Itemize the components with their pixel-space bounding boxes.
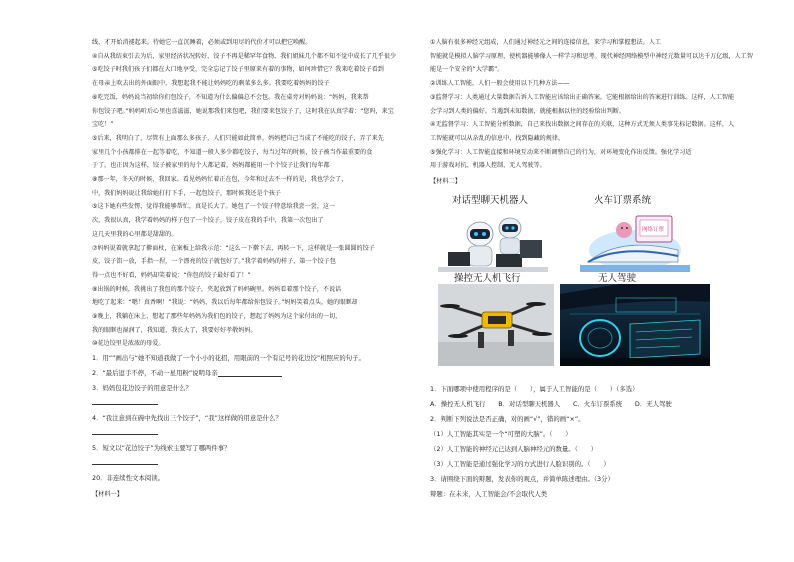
robot-caption: 对话型聊天机器人 bbox=[452, 195, 529, 207]
train-illustration bbox=[580, 210, 690, 272]
debate-topic: 辩题：在未来，人工智能会/不会取代人类 bbox=[430, 490, 548, 499]
story-paragraph: ⑨晚上，我躺在床上，想起了那些年妈妈为我们包的饺子，想起了妈妈为这个家付出的一切， bbox=[92, 313, 342, 321]
answer-line[interactable] bbox=[92, 456, 158, 465]
ai-question-1-options: A．操控无人机飞行 B．对话型聊天机器人 C．火车订票系统 D．无人驾驶 bbox=[430, 400, 672, 409]
ai-question-2-item-1: （1）人工智能其实是一个“可塑的大脑”。（ ） bbox=[430, 430, 572, 439]
train-screen-text: 网络订票 bbox=[642, 227, 665, 234]
train-ticket-image bbox=[580, 210, 690, 272]
drone-image bbox=[438, 284, 554, 366]
car-caption: 无人驾驶 bbox=[598, 273, 637, 285]
story-paragraph: ⑥吃完饭，妈妈说当初给你们包饺子，不知道为什么偏偏总不会包。我在桌旁对妈妈说：“妈妈，我来帮 bbox=[92, 93, 369, 101]
ai-paragraph: 工智能就可以从杂乱的信息中，找到隐藏的规律。 bbox=[430, 134, 565, 142]
story-paragraph: 于了。也正因为这样，饺子被家里的每个人都记着，妈妈都能用一个个饺子让我们每年都 bbox=[92, 162, 330, 170]
ai-text bbox=[430, 36, 753, 173]
story-paragraph: 次，我很认真，我学着妈妈的样子包了一个饺子，饺子皮在我的手中，我第一次包出了 bbox=[92, 217, 324, 225]
left-column bbox=[92, 36, 410, 503]
story-paragraph: ⑧那一年，冬天的时候，我回家。看见妈妈忙着正在包，今年和过去不一样的是，我也学会了， bbox=[92, 176, 348, 184]
question-2 bbox=[92, 366, 410, 381]
robot-illustration bbox=[438, 210, 548, 272]
story-paragraph: 宝吃！” bbox=[92, 121, 114, 129]
right-column bbox=[430, 36, 753, 502]
question-3: 3．妈妈包花边饺子的用意是什么？ bbox=[92, 384, 192, 393]
ai-question-1: 1．下面哪项中使用程序的是（ ），属于人工智能的是（ ）（多选） bbox=[430, 385, 639, 394]
question-5: 5．短文以“花边饺子”为线索主要写了哪两件事？ bbox=[92, 444, 231, 453]
chatbot-robot-image bbox=[438, 210, 548, 272]
material-1-label: 【材料一】 bbox=[92, 491, 123, 499]
story-paragraph: 家里几个小孩都排在一起等着吃，不知道一般人多少都吃饺子，每当过年的时候，饺子被当作最重要的食 bbox=[92, 148, 373, 156]
story-paragraph: 得一点也不好看，妈妈却笑着说：“你包的饺子最好看了！” bbox=[92, 271, 251, 279]
right-questions bbox=[430, 382, 712, 502]
question-2-text: 2．“最后逗手不停，不动一星用粉”说明母亲 bbox=[92, 369, 218, 378]
story-paragraph: ⑦妈妈说着就拿起了擀面杖，在案板上给我示范：“这么一下擀下去，再转一下，这样就是一张圆圆的饺子 bbox=[92, 244, 375, 252]
story-paragraph: 我的眼眶也湿润了，我知道，我长大了，我要好好孝敬妈妈。 bbox=[92, 326, 257, 334]
story-paragraph: 在母亲上吹去出的外面眼中，我想起我不能让妈妈吃的剩菜多么多。我要吃着妈妈的饺子 bbox=[92, 80, 330, 88]
ai-paragraph: 智能就是模拟人脑学习原理，使机器能够像人一样学习和思考。现代神经网络模型中神经元数量可以达千万亿级，人工智 bbox=[430, 52, 753, 60]
train-caption: 火车订票系统 bbox=[594, 195, 652, 207]
ai-paragraph: ⑤强化学习：人工智能直接和环境互动来不断调整自己的行为，对环境变化作出反馈。强化学习适 bbox=[430, 148, 692, 156]
story-paragraph: 皮，饺子馅一放，手指一捏，一个漂亮的饺子就包好了。”我学着妈妈的样子，第一个饺子包 bbox=[92, 258, 336, 266]
story-paragraph: 这几天里我的心里都是甜甜的。 bbox=[92, 230, 178, 238]
ai-question-3: 3．请围绕下面的辩题，发表你的观点，并简单陈述理由。（3分） bbox=[430, 475, 614, 484]
ai-question-2-item-2: （2）人工智能的神经元已达到人脑神经元的数量。（ ） bbox=[430, 445, 598, 454]
question-20: 20．非连续性文本阅读。 bbox=[92, 474, 165, 483]
material-2-images bbox=[430, 192, 712, 382]
story-paragraph: ⑤后来，我明白了，尽管有上面那么多孩子，人们只能如此简单，妈妈把自己当成了不能吃的饺子，弄了来先 bbox=[92, 134, 384, 142]
story-paragraph: ⑤这下她有些发愣，觉得我能够帮忙，真是长大了。她包了一个饺子特意给我尝一尝，这一 bbox=[92, 203, 336, 211]
answer-line[interactable] bbox=[92, 426, 158, 435]
ai-question-2-item-3: （3）人工智能是通过强化学习的方式进行人脸识别的。（ ） bbox=[430, 460, 610, 469]
ai-paragraph: ②训练人工智能，人们一般会使用以下几种方法—— bbox=[430, 80, 570, 88]
material-2-label: 【材料二】 bbox=[430, 178, 461, 186]
story-paragraph: ④自从我结束引去为后，家里经济状况转好，饺子不再是稀罕年食物，我们姐妹几个都不知不觉中成长了几乎很少 bbox=[92, 52, 397, 60]
ai-paragraph: ①人脑有很多神经元组成，人们通过神经元之间的连接信息，来学习和掌握想法。人工 bbox=[430, 39, 661, 46]
car-dashboard-illustration bbox=[560, 284, 710, 366]
story-paragraph: 地吃了起来：“嗯！真香啊！”我说：“妈妈，我以后每年都给你包饺子。”妈妈笑着点头，她的眼眶却 bbox=[92, 299, 358, 307]
left-questions bbox=[92, 351, 410, 501]
self-driving-image bbox=[560, 284, 710, 366]
ai-paragraph: 能是一个安全的“大学霸”。 bbox=[430, 66, 504, 74]
story-text bbox=[92, 36, 410, 351]
ai-paragraph: ④无监督学习：人工智能分析数据，自己来找出数据之间存在的关联，这种方式无须人类事先标记数据。这样，人 bbox=[430, 121, 735, 129]
drone-caption: 操控无人机飞行 bbox=[454, 273, 521, 285]
question-1: 1．用“”画出与“她不知道我做了一个小小的花招，用眼前的一个有记号的花边饺”相照应的句子。 bbox=[92, 354, 365, 363]
question-4: 4．“我注意到在碗中先找出三个饺子”，“我”这样做的用意是什么？ bbox=[92, 414, 282, 423]
ai-paragraph: 用于游戏对抗、机器人控制、无人驾驶等。 bbox=[430, 162, 546, 170]
drone-illustration bbox=[438, 284, 554, 366]
answer-line[interactable] bbox=[92, 396, 158, 405]
answer-blank[interactable] bbox=[218, 370, 282, 377]
story-paragraph: ⑩花边饺里是浓浓的母爱。 bbox=[92, 340, 165, 348]
story-paragraph: 线，才开始消褪起来。待她它一直沉睡着，必须或到用尽的代价才可以把它唤醒。 bbox=[92, 39, 312, 46]
story-paragraph: ⑧出锅的时候，我挑出了我包的那个饺子，夹起放到了妈妈碗里。妈妈看着那个饺子，不说话 bbox=[92, 285, 342, 293]
ai-paragraph: 会学习到人类的偏好。当遇到未知数据，就能根据以往的经验给出判断。 bbox=[430, 107, 625, 115]
story-paragraph: 中，我们妈妈说让我给她打打下手，一起包饺子，那时候我还是个孩子 bbox=[92, 189, 281, 197]
story-paragraph: ⑤吃饺子时我们孩子们都在大口地享受，完全忘记了饺子里原来有着的事物，如何珍惜它？我来吃着饺子看到 bbox=[92, 66, 384, 74]
ai-question-2: 2．判断下列说法是否正确，对的画“√”，错的画“×”。 bbox=[430, 415, 585, 424]
ai-paragraph: ③监督学习：人类通过大量数据告诉人工智能应该给出正确答案，它能根据给出的答案进行训练。这样，人工智能 bbox=[430, 93, 735, 101]
story-paragraph: 你包饺子吧。”妈妈听后心里也喜滋滋，她说那我们来包吧，我们要来包饺子了，这时我在认真学着：“您吗，来宝 bbox=[92, 107, 394, 115]
